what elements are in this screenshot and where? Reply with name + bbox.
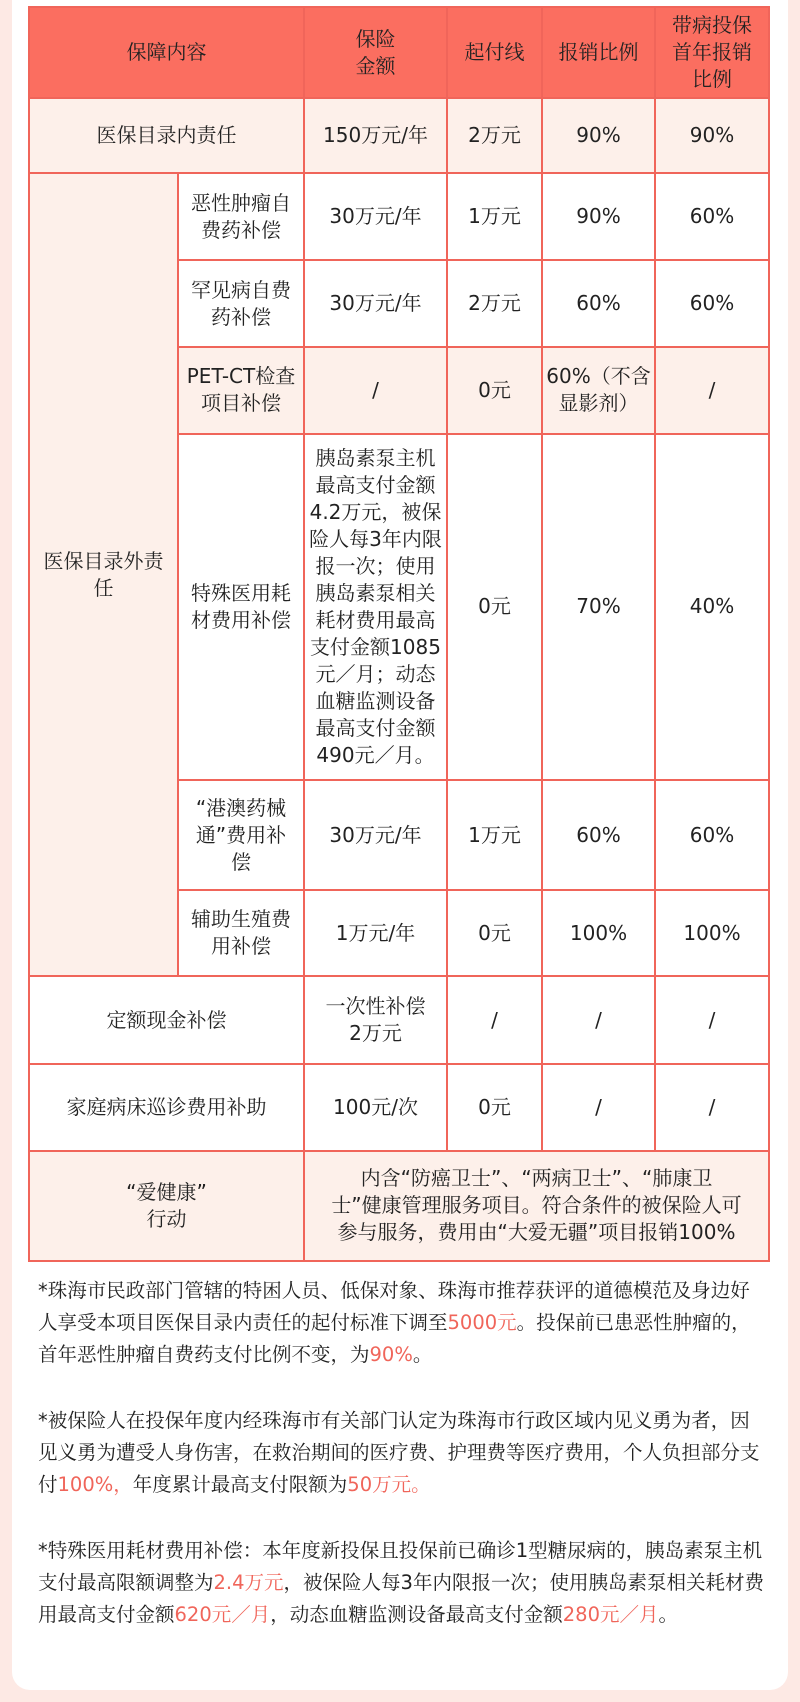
row-amount: 1万元/年 bbox=[304, 890, 447, 976]
header-ratio: 报销比例 bbox=[542, 7, 655, 98]
table-row bbox=[29, 1151, 769, 1261]
row-deductible: 0元 bbox=[447, 1064, 542, 1151]
row-label: 定额现金补偿 bbox=[29, 976, 304, 1063]
row-amount: 100元/次 bbox=[304, 1064, 447, 1151]
row-preexisting: 60% bbox=[655, 260, 769, 347]
row-amount: 30万元/年 bbox=[304, 260, 447, 347]
row-preexisting: 40% bbox=[655, 434, 769, 781]
row-label: “港澳药械 通”费用补 偿 bbox=[178, 780, 304, 890]
row-amount: 150万元/年 bbox=[304, 98, 447, 173]
header-item: 保障内容 bbox=[29, 7, 304, 98]
table-row bbox=[29, 976, 769, 1063]
row-ratio: 60% bbox=[542, 260, 655, 347]
row-label: PET-CT检查 项目补偿 bbox=[178, 347, 304, 433]
table-row bbox=[29, 98, 769, 173]
row-ratio: 100% bbox=[542, 890, 655, 976]
row-amount: 30万元/年 bbox=[304, 173, 447, 260]
row-amount: 一次性补偿 2万元 bbox=[304, 976, 447, 1063]
row-ratio: 70% bbox=[542, 434, 655, 781]
row-ratio: 90% bbox=[542, 98, 655, 173]
row-deductible: 2万元 bbox=[447, 98, 542, 173]
row-ratio: / bbox=[542, 976, 655, 1063]
row-ratio: 60%（不含 显影剂） bbox=[542, 347, 655, 433]
coverage-table bbox=[28, 6, 770, 1262]
footnote-1: *珠海市民政部门管辖的特困人员、低保对象、珠海市推荐获评的道德模范及身边好人享受本项目医保目录内责任的起付标准下调至5000元。投保前已患恶性肿瘤的，首年恶性肿瘤自费药支付比例不变，为90%。 bbox=[38, 1279, 751, 1366]
row-deductible: 1万元 bbox=[447, 780, 542, 890]
row-label: 恶性肿瘤自 费药补偿 bbox=[178, 173, 304, 260]
row-label: 医保目录内责任 bbox=[29, 98, 304, 173]
row-label: 罕见病自费 药补偿 bbox=[178, 260, 304, 347]
footnote-3: *特殊医用耗材费用补偿：本年度新投保且投保前已确诊1型糖尿病的，胰岛素泵主机支付最高限额调整为2.4万元，被保险人每3年内限报一次；使用胰岛素泵相关耗材费用最高支付金额620元／月，动态血糖监测设备最高支付金额280元／月。 bbox=[38, 1539, 764, 1626]
footnote-2: *被保险人在投保年度内经珠海市有关部门认定为珠海市行政区域内见义勇为者，因见义勇为遭受人身伤害，在救治期间的医疗费、护理费等医疗费用，个人负担部分支付100%，年度累计最高支付限额为50万元。 bbox=[38, 1409, 760, 1496]
table-row bbox=[29, 173, 769, 260]
row-ratio: 60% bbox=[542, 780, 655, 890]
row-amount: / bbox=[304, 347, 447, 433]
row-preexisting: 60% bbox=[655, 780, 769, 890]
row-ratio: 90% bbox=[542, 173, 655, 260]
row-deductible: 0元 bbox=[447, 434, 542, 781]
row-preexisting: 90% bbox=[655, 98, 769, 173]
row-ratio: / bbox=[542, 1064, 655, 1151]
row-preexisting: / bbox=[655, 976, 769, 1063]
row-preexisting: 60% bbox=[655, 173, 769, 260]
row-deductible: 2万元 bbox=[447, 260, 542, 347]
row-preexisting: 100% bbox=[655, 890, 769, 976]
header-deductible: 起付线 bbox=[447, 7, 542, 98]
row-preexisting: / bbox=[655, 1064, 769, 1151]
row-label: “爱健康” 行动 bbox=[29, 1151, 304, 1261]
row-amount: 胰岛素泵主机 最高支付金额 4.2万元，被保 险人每3年内限 报一次；使用 胰岛素泵相关 耗材费用最高 支付金额1085 元／月；动态 血糖监测设备 最高支付金额 490元／月。 bbox=[304, 434, 447, 781]
row-deductible: 0元 bbox=[447, 347, 542, 433]
row-deductible: / bbox=[447, 976, 542, 1063]
row-label: 家庭病床巡诊费用补助 bbox=[29, 1064, 304, 1151]
row-description: 内含“防癌卫士”、“两病卫士”、“肺康卫 士”健康管理服务项目。符合条件的被保险人可 参与服务，费用由“大爱无疆”项目报销100% bbox=[304, 1151, 769, 1261]
row-amount: 30万元/年 bbox=[304, 780, 447, 890]
row-label: 辅助生殖费 用补偿 bbox=[178, 890, 304, 976]
header-preexisting-ratio: 带病投保 首年报销 比例 bbox=[655, 7, 769, 98]
row-deductible: 0元 bbox=[447, 890, 542, 976]
footnotes bbox=[38, 1275, 768, 1665]
group-label: 医保目录外责 任 bbox=[29, 173, 178, 976]
header-amount: 保险 金额 bbox=[304, 7, 447, 98]
row-deductible: 1万元 bbox=[447, 173, 542, 260]
table-header-row bbox=[29, 7, 769, 98]
row-label: 特殊医用耗 材费用补偿 bbox=[178, 434, 304, 781]
row-preexisting: / bbox=[655, 347, 769, 433]
table-row bbox=[29, 1064, 769, 1151]
